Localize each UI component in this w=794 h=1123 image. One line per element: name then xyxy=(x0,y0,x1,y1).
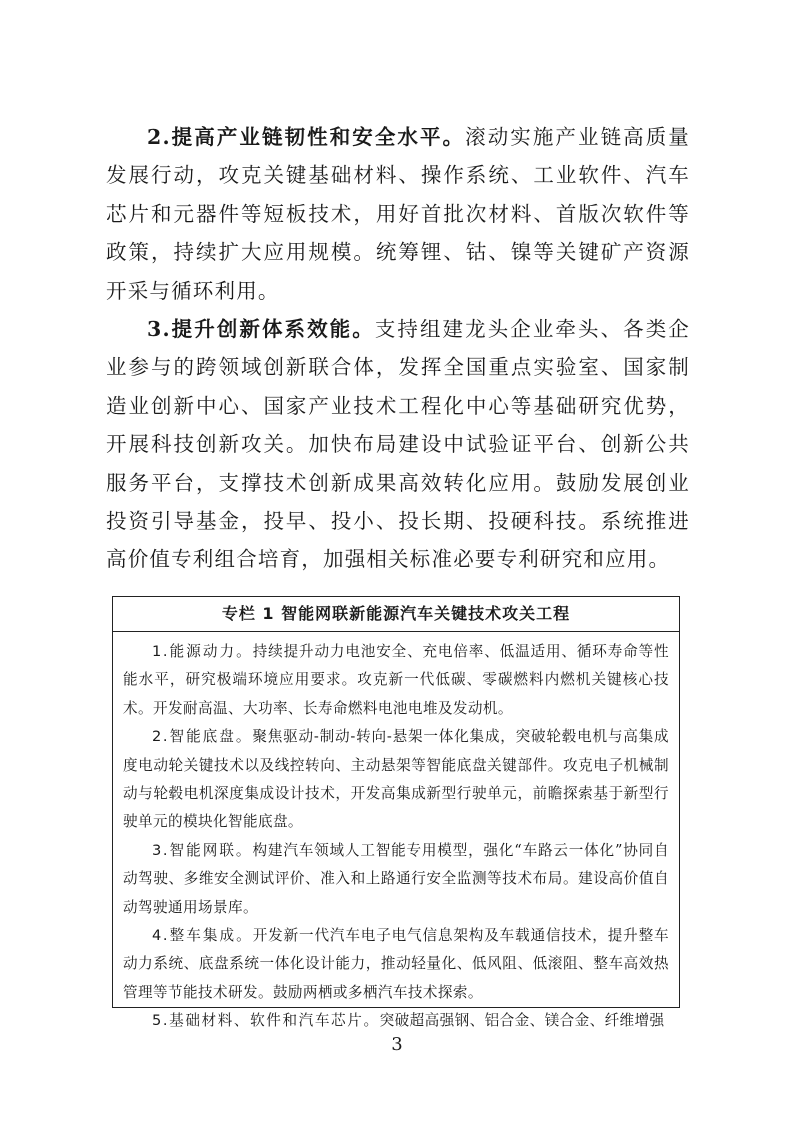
column-item-smart-chassis xyxy=(123,723,669,837)
item-heading: 5.基础材料、软件和汽车芯片。 xyxy=(152,1012,380,1030)
column-item-connected-intelligence xyxy=(123,837,669,922)
paragraph-lead: 3.提升创新体系效能。 xyxy=(147,317,375,341)
paragraph-industry-chain xyxy=(106,118,690,310)
item-text: 持续提升动力电池安全、充电倍率、低温适用、循环寿命等性能水平，研究极端环境应用要求。攻克新一代低碳、零碳燃料内燃机关键核心技术。开发耐高温、大功率、长寿命燃料电池电堆及发动机。 xyxy=(123,643,669,717)
item-text: 开发新一代汽车电子电气信息架构及车载通信技术，提升整车动力系统、底盘系统一体化设计能力，推动轻量化、低风阻、低滚阻、整车高效热管理等节能技术研发。鼓励两栖或多栖汽车技术探索。 xyxy=(123,927,669,1001)
item-text: 构建汽车领域人工智能专用模型，强化“车路云一体化”协同自动驾驶、多维安全测试评价、准入和上路通行安全监测等技术布局。建设高价值自动驾驶通用场景库。 xyxy=(123,841,670,916)
item-heading: 1.能源动力。 xyxy=(152,643,253,660)
column-body xyxy=(113,632,679,1036)
column-item-vehicle-integration xyxy=(123,922,669,1007)
item-text: 突破超高强钢、铝合金、镁合金、纤维增强 xyxy=(379,1012,665,1030)
column-item-materials-software-chips xyxy=(123,1007,669,1035)
item-heading: 3.智能网联。 xyxy=(152,841,253,859)
column-box-key-technologies xyxy=(112,596,680,1030)
column-title: 专栏 1 智能网联新能源汽车关键技术攻关工程 xyxy=(113,597,679,632)
page-number: 3 xyxy=(391,1034,403,1055)
paragraph-text: 滚动实施产业链高质量发展行动，攻克关键基础材料、操作系统、工业软件、汽车芯片和元器件等短板技术，用好首批次材料、首版次软件等政策，持续扩大应用规模。统筹锂、钴、镍等关键矿产资源开采与循环利用。 xyxy=(106,125,691,303)
item-heading: 2.智能底盘。 xyxy=(152,728,253,746)
paragraph-lead: 2.提高产业链韧性和安全水平。 xyxy=(147,125,466,149)
item-text: 聚焦驱动-制动-转向-悬架一体化集成，突破轮毂电机与高集成度电动轮关键技术以及线控转向、主动悬架等智能底盘关键部件。攻克电子机械制动与轮毂电机深度集成设计技术，开发高集成新型行驶单元，前瞻探索基于新型行驶单元的模块化智能底盘。 xyxy=(123,728,669,831)
paragraph-text: 支持组建龙头企业牵头、各类企业参与的跨领域创新联合体，发挥全国重点实验室、国家制造业创新中心、国家产业技术工程化中心等基础研究优势，开展科技创新攻关。加快布局建设中试验证平台、创新公共服务平台，支撑技术创新成果高效转化应用。鼓励发展创业投资引导基金，投早、投小、投长期、投硬科技。系统推进高价值专利组合培育，加强相关标准必要专利研究和应用。 xyxy=(106,317,690,572)
column-item-energy-power xyxy=(123,638,669,723)
item-heading: 4.整车集成。 xyxy=(152,927,253,945)
paragraph-innovation-system xyxy=(106,310,690,579)
